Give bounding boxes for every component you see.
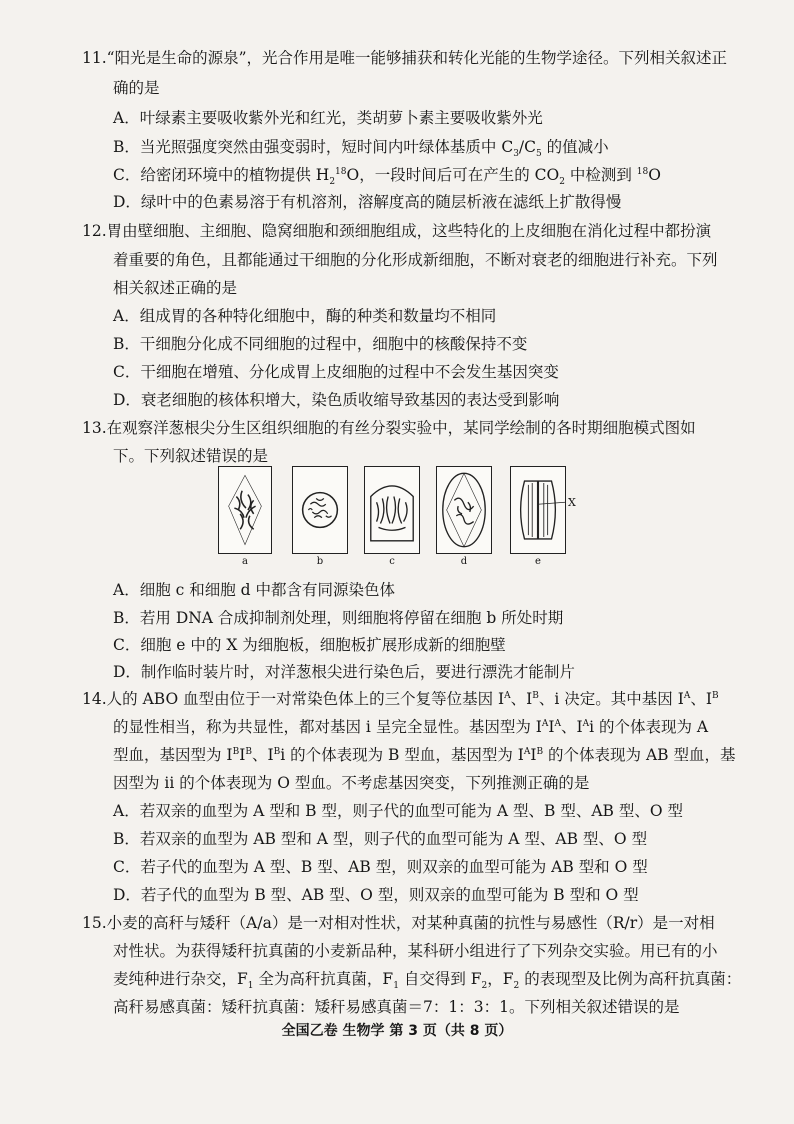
q11-option-c: C．给密闭环境中的植物提供 $H_2^{18}O$，一段时间后可在产生的 $CO_2$ 中检测到 $^{18}$O <box>113 166 661 188</box>
mitosis-figure <box>218 466 578 570</box>
q15-stem-line2: 对性状。为获得矮秆抗真菌的小麦新品种，某科研小组进行了下列杂交实验。用已有的小 <box>113 942 718 960</box>
q12-option-a: A．组成胃的各种特化细胞中，酶的种类和数量均不相同 <box>113 307 497 325</box>
q12-number: 12. <box>82 222 107 240</box>
q11-number: 11. <box>82 49 107 67</box>
q13-stem-line2: 下。下列叙述错误的是 <box>113 447 269 465</box>
q11-option-a: A．叶绿素主要吸收紫外光和红光，类胡萝卜素主要吸收紫外光 <box>113 109 543 127</box>
cell-label-d: d <box>460 556 468 567</box>
q13-option-b: B．若用 DNA 合成抑制剂处理，则细胞将停留在细胞 b 所处时期 <box>113 609 564 627</box>
cell-label-a: a <box>242 556 248 567</box>
cell-a-diagram <box>218 466 272 554</box>
q14-option-a: A．若双亲的血型为 A 型和 B 型，则子代的血型可能为 A 型、B 型、AB 型、O 型 <box>113 802 683 820</box>
cell-label-e: e <box>535 556 541 567</box>
cell-plate-x-label: X <box>568 496 576 509</box>
cell-c-diagram <box>364 466 420 554</box>
q14-stem-line3: 型血，基因型为 $I^BI^B$、$I^Bi$ 的个体表现为 B 型血，基因型为 $I^AI^B$ 的个体表现为 AB 型血，基 <box>113 746 736 764</box>
q15-stem-line4: 高秆易感真菌：矮秆抗真菌：矮秆易感真菌＝7：1：3：1。下列相关叙述错误的是 <box>113 998 680 1016</box>
q14-stem-line2: 的显性相当，称为共显性，都对基因 i 呈完全显性。基因型为 $I^AI^A$、$I^Ai$ 的个体表现为 A <box>113 718 709 736</box>
cell-label-c: c <box>389 556 395 567</box>
cell-d-diagram <box>436 466 492 554</box>
q14-stem-line4: 因型为 ii 的个体表现为 O 型血。不考虑基因突变，下列推测正确的是 <box>113 774 590 792</box>
q14-number: 14. <box>82 690 107 708</box>
q14-stem-line1: 14.人的 ABO 血型由位于一对常染色体上的三个复等位基因 $I^A$、$I^B$、i 决定。其中基因 $I^A$、$I^B$ <box>82 690 719 708</box>
q11-option-b: B．当光照强度突然由强变弱时，短时间内叶绿体基质中 $C_3/C_5$ 的值减小 <box>113 138 609 160</box>
q11-stem-line1: 11.“阳光是生命的源泉”，光合作用是唯一能够捕获和转化光能的生物学途径。下列相关叙述正 <box>82 49 728 67</box>
q15-number: 15. <box>82 914 107 932</box>
q13-option-a: A．细胞 c 和细胞 d 中都含有同源染色体 <box>113 581 396 599</box>
q14-option-b: B．若双亲的血型为 AB 型和 A 型，则子代的血型可能为 A 型、AB 型、O 型 <box>113 830 648 848</box>
q11-option-d: D．绿叶中的色素易溶于有机溶剂，溶解度高的随层析液在滤纸上扩散得慢 <box>113 193 622 211</box>
cell-b-diagram <box>292 466 348 554</box>
q12-stem-line1: 12.胃由壁细胞、主细胞、隐窝细胞和颈细胞组成，这些特化的上皮细胞在消化过程中都扮演 <box>82 222 712 240</box>
q13-option-c: C．细胞 e 中的 X 为细胞板，细胞板扩展形成新的细胞壁 <box>113 636 506 654</box>
cell-e-diagram <box>510 466 566 554</box>
q12-stem-line3: 相关叙述正确的是 <box>113 279 238 297</box>
q13-stem-line1: 13.在观察洋葱根尖分生区组织细胞的有丝分裂实验中，某同学绘制的各时期细胞模式图如 <box>82 419 696 437</box>
q13-number: 13. <box>82 419 107 437</box>
q12-option-d: D．衰老细胞的核体积增大，染色质收缩导致基因的表达受到影响 <box>113 391 560 409</box>
q14-option-c: C．若子代的血型为 A 型、B 型、AB 型，则双亲的血型可能为 AB 型和 O 型 <box>113 858 648 876</box>
q12-stem-line2: 着重要的角色，且都能通过干细胞的分化形成新细胞，不断对衰老的细胞进行补充。下列 <box>113 251 718 269</box>
q15-stem-line3: 麦纯种进行杂交，$F_1$ 全为高秆抗真菌，$F_1$ 自交得到 $F_2$，$F_2$ 的表现型及比例为高秆抗真菌： <box>113 970 742 992</box>
cell-label-b: b <box>316 556 324 567</box>
q14-option-d: D．若子代的血型为 B 型、AB 型、O 型，则双亲的血型可能为 B 型和 O 型 <box>113 886 639 904</box>
q13-option-d: D．制作临时装片时，对洋葱根尖进行染色后，要进行漂洗才能制片 <box>113 663 575 681</box>
q15-stem-line1: 15.小麦的高秆与矮秆（A/a）是一对相对性状，对某种真菌的抗性与易感性（R/r）是一对相 <box>82 914 715 932</box>
q11-stem-line2: 确的是 <box>113 79 160 97</box>
page-footer: 全国乙卷 生物学 第 3 页（共 8 页） <box>281 1023 513 1039</box>
q12-option-b: B．干细胞分化成不同细胞的过程中，细胞中的核酸保持不变 <box>113 335 528 353</box>
q12-option-c: C．干细胞在增殖、分化成胃上皮细胞的过程中不会发生基因突变 <box>113 363 559 381</box>
